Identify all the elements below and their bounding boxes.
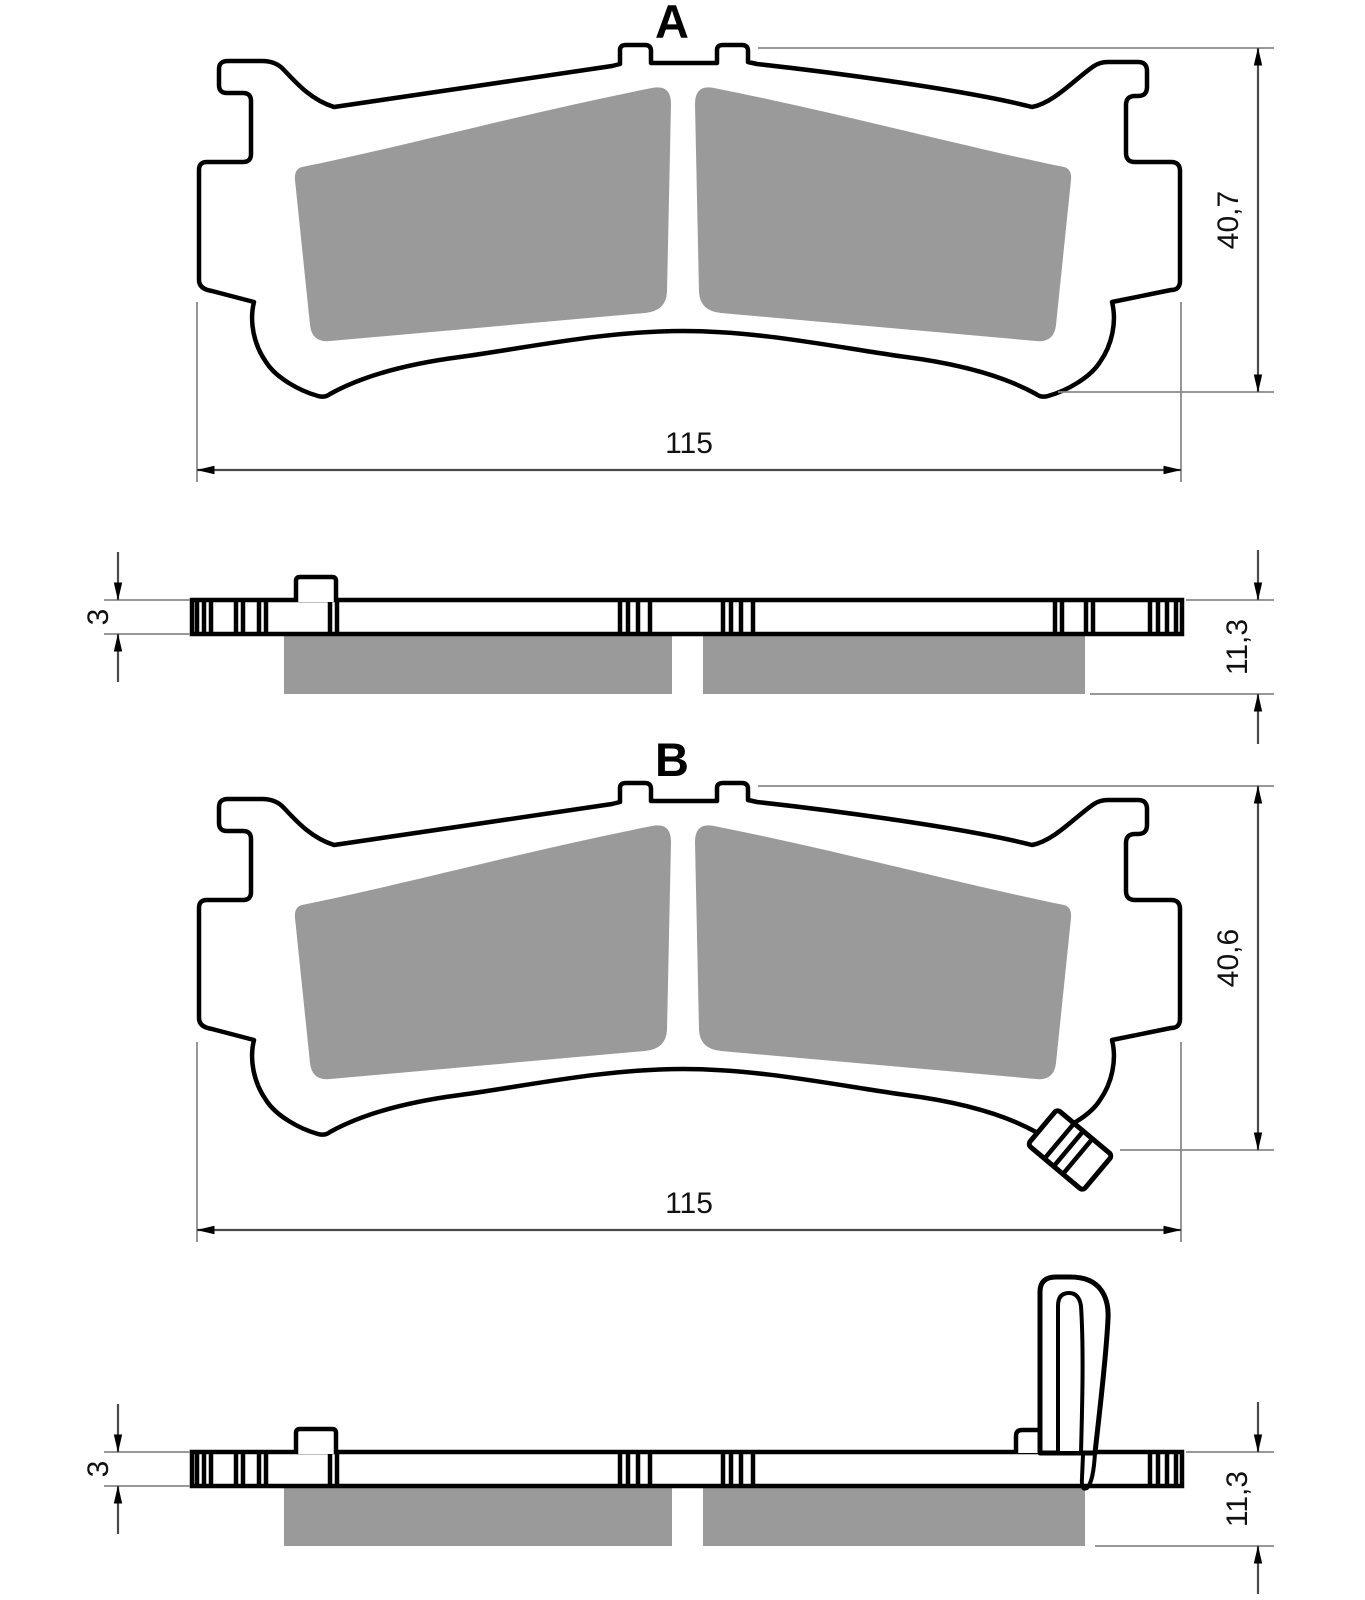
pad-b-shape	[199, 783, 1180, 1135]
dim-b-width-value: 115	[665, 1187, 713, 1220]
dim-b-height-value: 40,6	[1212, 928, 1245, 988]
dim-a-total-value: 11,3	[1221, 618, 1254, 676]
pad-b-side-view	[82, 1277, 1274, 1594]
dim-a-total-thickness	[1090, 550, 1274, 744]
dim-a-height-value: 40,7	[1212, 190, 1245, 250]
dim-a-plate-thickness	[82, 552, 190, 682]
dim-a-plate-value: 3	[82, 608, 115, 626]
pad-a-side-view	[82, 550, 1274, 744]
view-a-label: A	[655, 0, 689, 48]
clip-inner-loop	[1058, 1293, 1083, 1453]
dim-b-total-thickness	[1095, 1402, 1274, 1594]
dim-b-plate-value: 3	[82, 1460, 115, 1478]
side-a-shape	[192, 577, 1182, 694]
dim-b-total-value: 11,3	[1221, 1470, 1254, 1528]
dim-b-plate-thickness	[82, 1404, 190, 1534]
pad-b-front-view	[197, 733, 1274, 1242]
dim-a-width-value: 115	[665, 427, 713, 460]
pad-a-front-view	[197, 0, 1274, 482]
view-b-label: B	[655, 733, 689, 786]
pad-a-shape	[199, 45, 1180, 397]
